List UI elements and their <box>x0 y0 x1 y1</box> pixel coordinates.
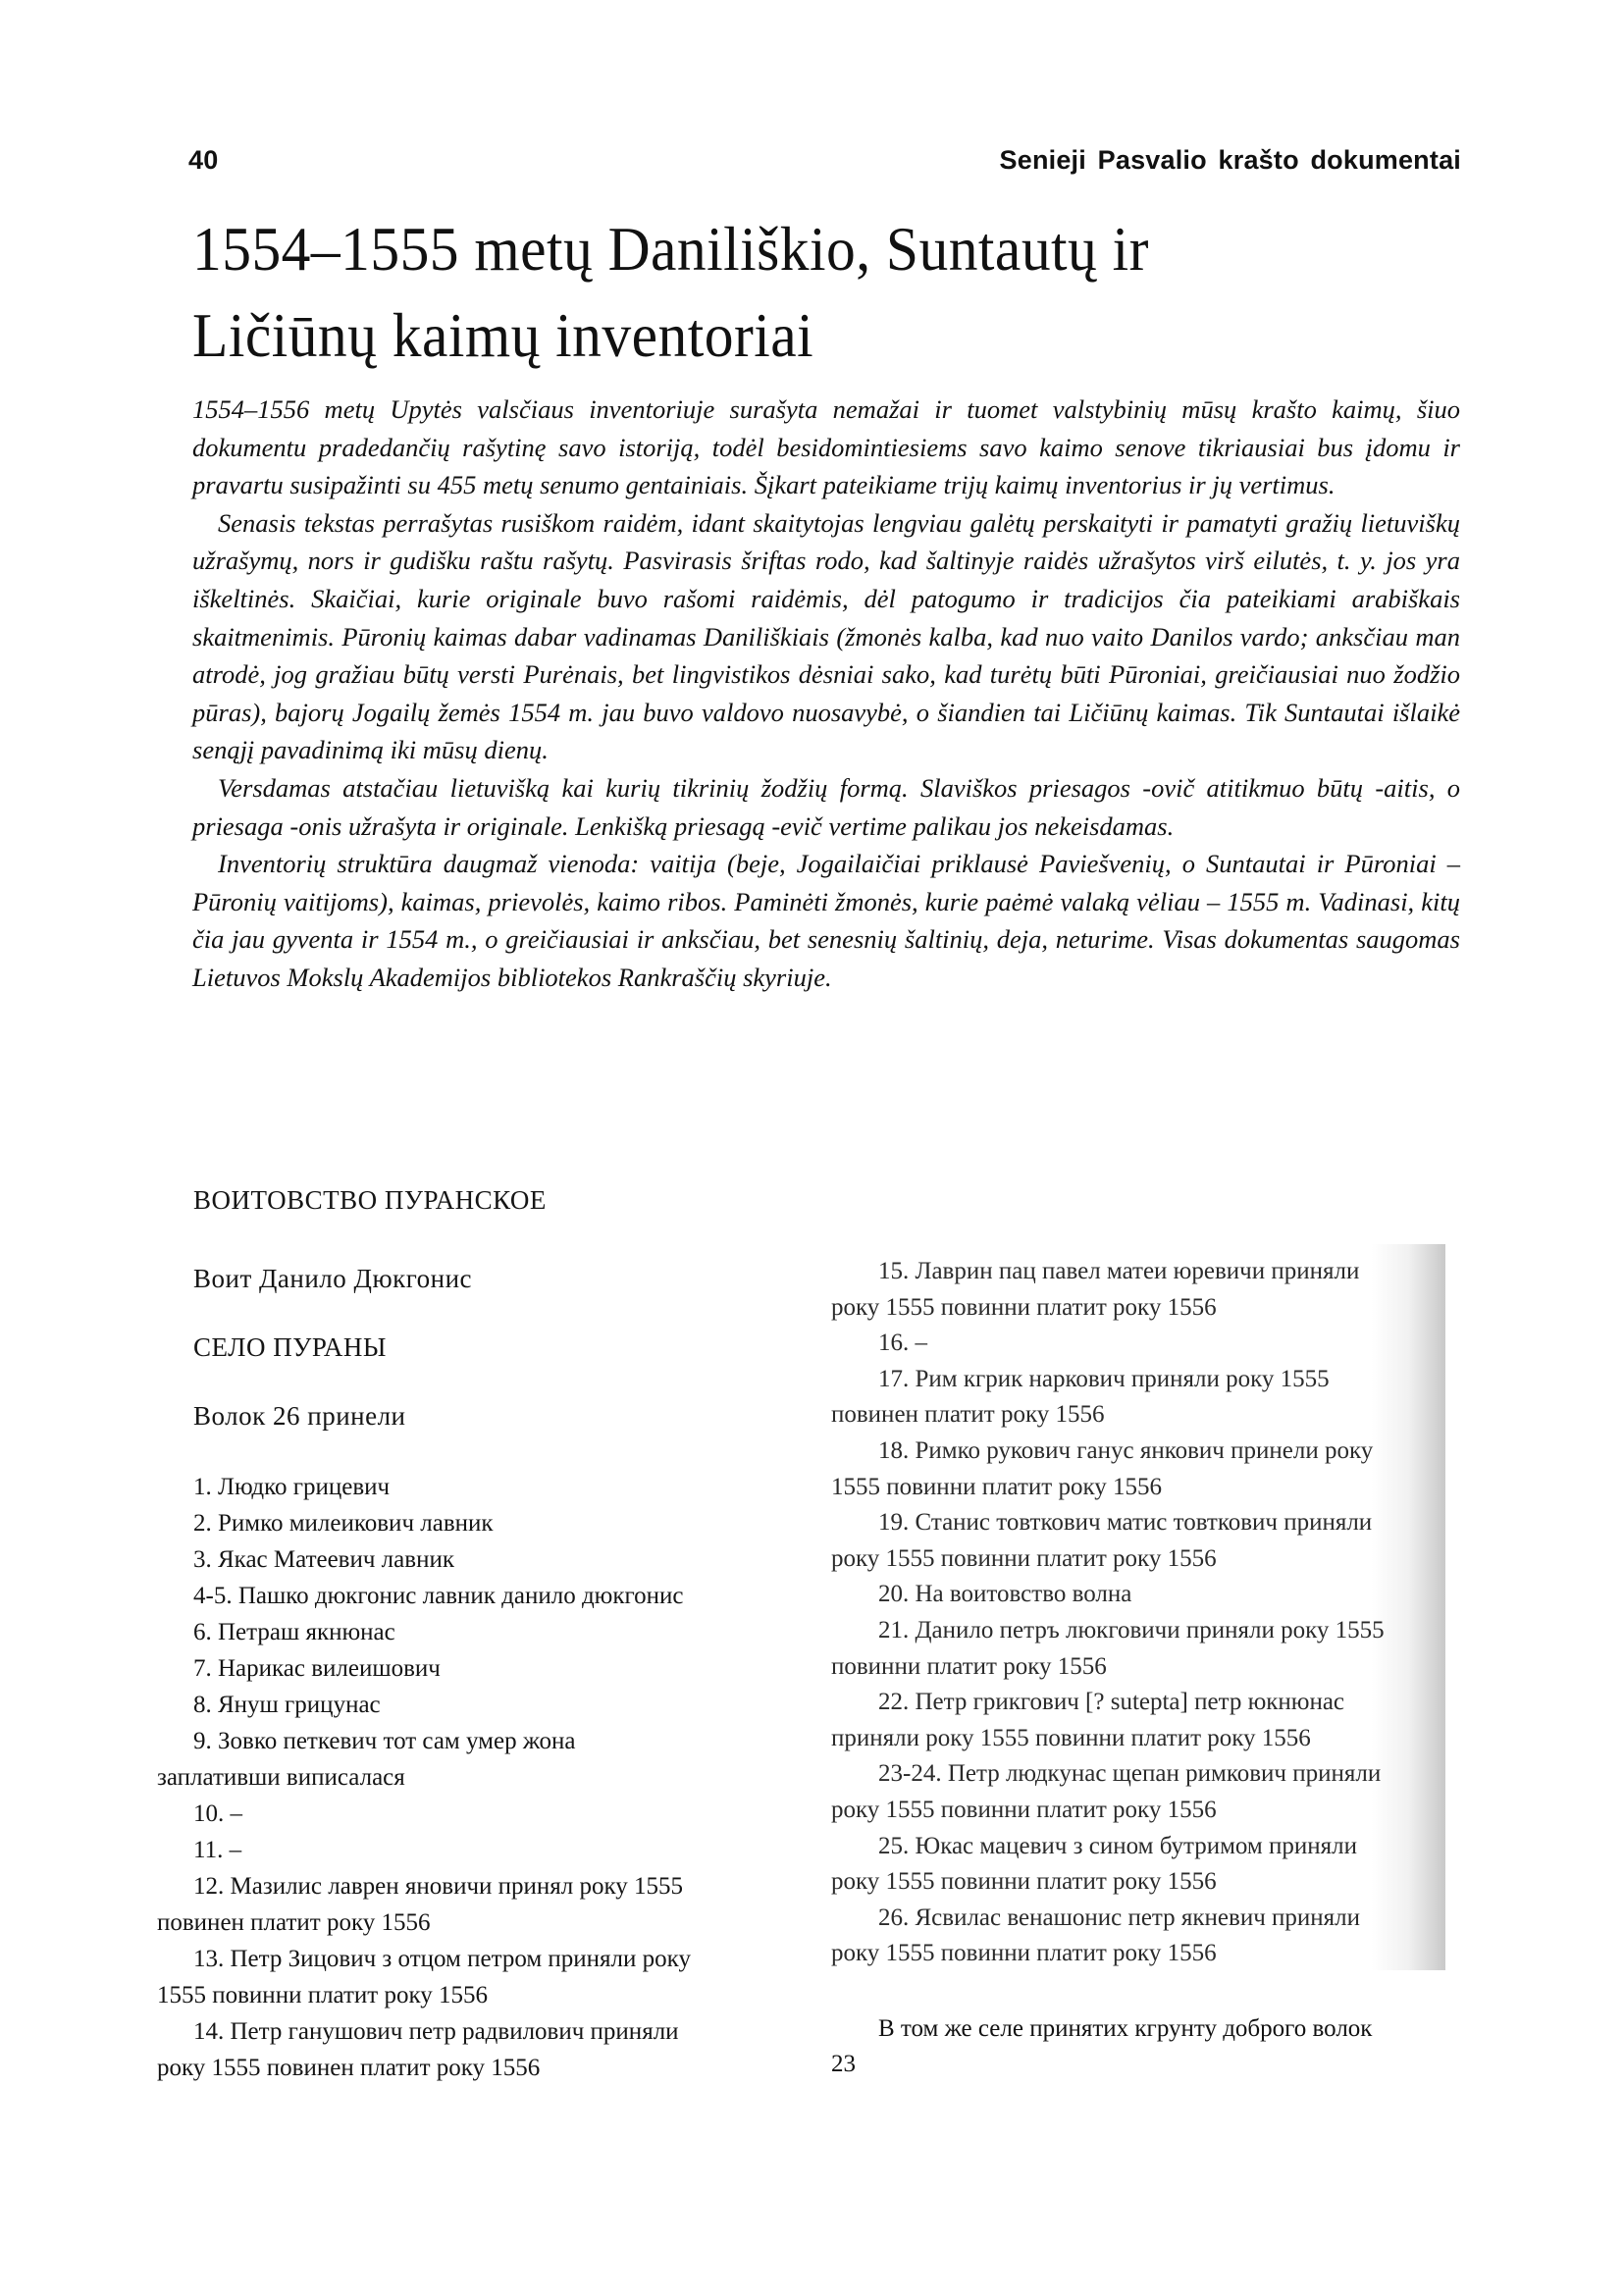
list-item: 2. Римко милеикович лавник <box>193 1510 494 1537</box>
page-number: 40 <box>188 145 219 175</box>
list-item: 7. Нарикас вилеишович <box>193 1655 441 1682</box>
article-title <box>192 206 1360 379</box>
running-title: Senieji Pasvalio krašto dokumentai <box>999 145 1461 175</box>
list-item: 15. Лаврин пац павел матеи юревичи приняли року 1555 повинни платит року 1556 <box>831 1258 1360 1321</box>
list-item: 4-5. Пашко дюкгонис лавник данило дюкгонис <box>193 1583 684 1609</box>
voloks-summary: В том же селе принятих кгрунту доброго волок 23 <box>831 2015 1373 2077</box>
list-item: 16. – <box>878 1330 927 1357</box>
list-item: 19. Станис товткович матис товткович приняли року 1555 повинни платит року 1556 <box>831 1509 1373 1572</box>
list-item: 12. Мазилис лаврен яновичи принял року 1555 повинен платит року 1556 <box>157 1873 684 1936</box>
list-item: 14. Петр ганушович петр радвилович приняли року 1555 повинен платит року 1556 <box>157 2018 679 2081</box>
running-header <box>188 145 1461 184</box>
list-item: 23-24. Петр людкунас щепан римкович приняли року 1555 повинни платит року 1556 <box>831 1760 1382 1823</box>
list-item: 11. – <box>193 1837 242 1863</box>
list-item: 25. Юкас мацевич з сином бутримом приняли року 1555 повинни платит року 1556 <box>831 1832 1357 1896</box>
list-item: 9. Зовко петкевич тот сам умер жона заплативши виписалася <box>157 1728 576 1791</box>
list-item: 26. Ясвилас венашонис петр якневич приняли року 1555 повинни платит року 1556 <box>831 1904 1361 1967</box>
list-item: 22. Петр грикгович [? sutepta] петр юкнюнас приняли року 1555 повинни платит року 1556 <box>831 1689 1345 1751</box>
intro-paragraph: 1554–1556 metų Upytės valsčiaus inventoriuje surašyta nemažai ir tuomet valstybinių mūsų krašto kaimų, šiuo dokumentu pradedančių rašytinę savo istoriją, todėl besidomintiesiems savo kaimo senove tikriausiai bus įdomu ir pravartu susipažinti su 455 metų senumo gentainiais. Šįkart pateikiame trijų kaimų inventorius ir jų vertimus. <box>192 394 1460 500</box>
list-item: 10. – <box>193 1800 242 1827</box>
village-heading: СЕЛО ПУРАНЫ <box>193 1332 387 1362</box>
voit-line: Воит Данило Дюкгонис <box>193 1264 473 1293</box>
list-item: 3. Якас Матеевич лавник <box>193 1546 454 1573</box>
list-item: 6. Петраш якнюнас <box>193 1619 395 1645</box>
article-title-line-2: Ličiūnų kaimų inventoriai <box>192 300 814 370</box>
voloks-line: Волок 26 принели <box>193 1401 406 1431</box>
list-item: 13. Петр Зицович з отцом петром приняли року 1555 повинни платит року 1556 <box>157 1946 691 2008</box>
list-item: 1. Людко грицевич <box>193 1474 391 1500</box>
list-item: 8. Януш грицунас <box>193 1692 381 1718</box>
list-item: 17. Рим кгрик наркович приняли року 1555 повинен платит року 1556 <box>831 1365 1330 1429</box>
list-item: 21. Данило петръ люкговичи приняли року 1555 повинни платит року 1556 <box>831 1616 1385 1680</box>
list-item: 18. Римко рукович ганус янкович принели року 1555 повинни платит року 1556 <box>831 1436 1374 1500</box>
intro-paragraph: Inventorių struktūra daugmaž vienoda: vaitija (beje, Jogailaičiai priklausė Paviešvenių, o Suntautai ir Pūroniai – Pūronių vaitijoms), kaimas, prievolės, kaimo ribos. Paminėti žmonės, kurie paėmė valaką vėliau – 1555 m. Vadinasi, kitų čia jau gyventa ir 1554 m., o greičiausiai ir anksčiau, bet senesnių šaltinių, deja, neturime. Visas dokumentas saugomas Lietuvos Mokslų Akademijos bibliotekos Rankraščių skyriuje. <box>192 849 1460 992</box>
intro-paragraph: Senasis tekstas perrašytas rusiškom raidėm, idant skaitytojas lengviau galėtų perskaityti ir pamatyti gražių lietuviškų užrašymų, nors ir gudišku raštu rašytų. Pasvirasis šriftas rodo, kad šaltinyje raidės užrašytos virš eilutės, t. y. jos yra iškeltinės. Skaičiai, kurie originale buvo rašomi raidėmis, dėl patogumo ir tradicijos čia pateikiami arabiškais skaitmenimis. Pūronių kaimas dabar vadinamas Daniliškiais (žmonės kalba, kad nuo vaito Danilos vardo; anksčiau man atrodė, jog gražiau būtų versti Purėnais, bet lingvistikos dėsniai sako, kad turėtų būti Pūroniai, greičiausiai nuo žodžio pūras), bajorų Jogailų žemės 1554 m. jau buvo valdovo nuosavybė, o šiandien tai Ličiūnų kaimas. Tik Suntautai išlaikė senąjį pavadinimą iki mūsų dienų. <box>192 507 1460 765</box>
article-title-line-1: 1554–1555 metų Daniliškio, Suntautų ir <box>192 214 1149 284</box>
introduction <box>192 391 1460 997</box>
intro-paragraph: Versdamas atstačiau lietuvišką kai kurių tikrinių žodžių formą. Slaviškos priesagos -ovič atitikmuo būtų -aitis, o priesaga -onis užrašyta ir originale. Lenkišką priesagą -evič vertime palikau jos nekeisdamas. <box>192 772 1460 841</box>
source-text-right-column <box>831 1254 1420 1972</box>
list-item: 20. На воитовство волна <box>878 1581 1132 1608</box>
district-heading: ВОИТОВСТВО ПУРАНСКОЕ <box>193 1185 547 1215</box>
